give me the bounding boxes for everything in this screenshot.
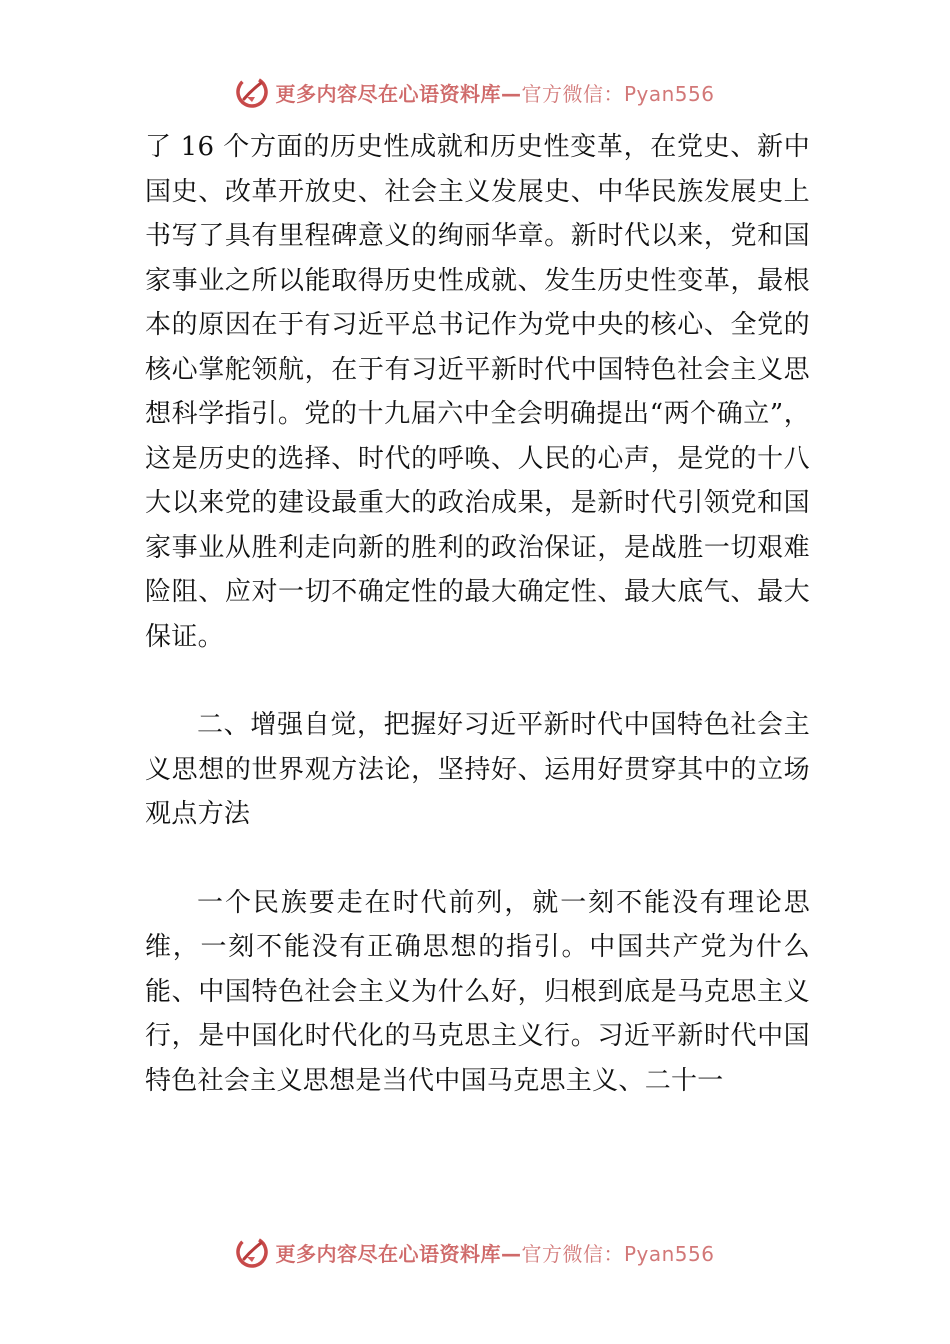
body-paragraph-1: 了 16 个方面的历史性成就和历史性变革，在党史、新中国史、改革开放史、社会主义发展史、中华民族发展史上书写了具有里程碑意义的绚丽华章。新时代以来，党和国家事业之所以能取得历史性成就、发生历史性变革，最根本的原因在于有习近平总书记作为党中央的核心、全党的核心掌舵领航，在于有习近平新时代中国特色社会主义思想科学指引。党的十九届六中全会明确提出“两个确立”，这是历史的选择、时代的呼唤、人民的心声，是党的十八大以来党的建设最重大的政治成果，是新时代引领党和国家事业从胜利走向新的胜利的政治保证，是战胜一切艰难险阻、应对一切不确定性的最大确定性、最大底气、最大保证。 (145, 132, 810, 652)
document-body (145, 125, 810, 1103)
header-banner-main: 更多内容尽在心语资料库 (275, 81, 501, 106)
header-banner-dash: — (500, 81, 522, 106)
footer-banner-text (275, 1238, 714, 1267)
footer-banner-main: 更多内容尽在心语资料库 (275, 1241, 501, 1266)
brush-logo-icon (235, 1235, 269, 1269)
paragraph-spacer (145, 659, 810, 703)
footer-banner (0, 1230, 950, 1274)
header-banner-text (275, 78, 714, 107)
paragraph-spacer (145, 837, 810, 881)
footer-banner-dash: — (500, 1241, 522, 1266)
body-paragraph-2: 一个民族要走在时代前列，就一刻不能没有理论思维，一刻不能没有正确思想的指引。中国共产党为什么能、中国特色社会主义为什么好，归根到底是马克思主义行，是中国化时代化的马克思主义行。习近平新时代中国特色社会主义思想是当代中国马克思主义、二十一 (145, 887, 810, 1096)
header-wechat-id: 官方微信：Pyan556 (521, 81, 715, 106)
header-banner (0, 70, 950, 114)
brush-logo-icon (235, 75, 269, 109)
footer-wechat-id: 官方微信：Pyan556 (521, 1241, 715, 1266)
section-heading-2: 二、增强自觉，把握好习近平新时代中国特色社会主义思想的世界观方法论，坚持好、运用好贯穿其中的立场观点方法 (145, 710, 810, 829)
